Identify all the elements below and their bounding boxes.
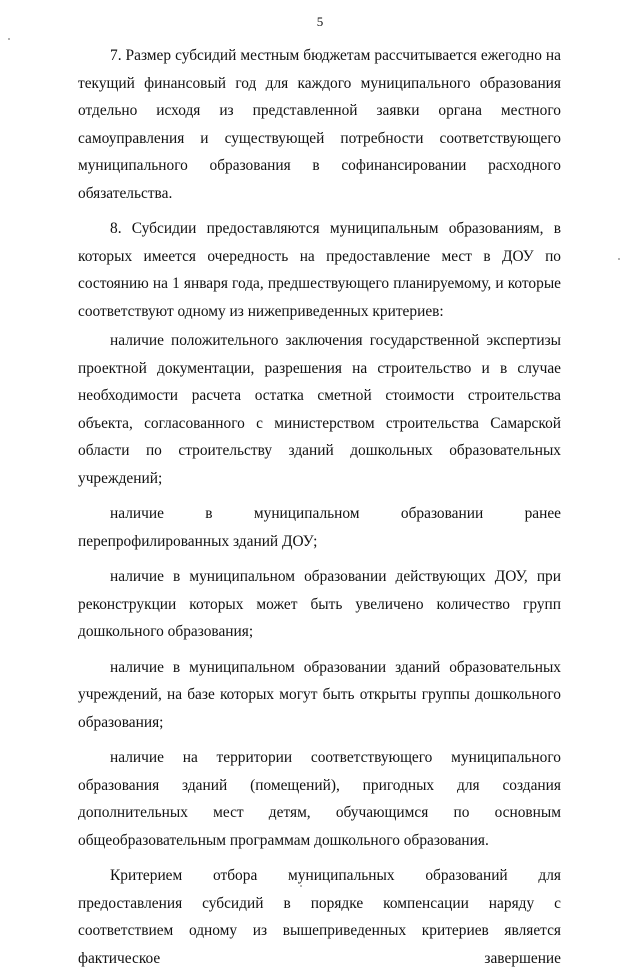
- paragraph-8: 8. Субсидии предоставляются муниципальным образованиям, в которых имеется очередность на предоставление мест в ДОУ по состоянию на 1 января года, предшествующего планируемому, и которые соответствуют одному из нижеприведенных критериев:: [78, 220, 561, 320]
- criterion-4: наличие в муниципальном образовании зданий образовательных учреждений, на базе которых могут быть открыты группы дошкольного образования;: [78, 658, 561, 731]
- scan-speck: [300, 885, 302, 887]
- criterion-5: наличие на территории соответствующего муниципального образования зданий (помещений), пригодных для создания дополнительных мест детям, обучающимся по основным общеобразовательным программам дошкольного образования.: [78, 749, 561, 849]
- document-body: [78, 42, 561, 974]
- scan-speck: [618, 258, 620, 260]
- criterion-2: наличие в муниципальном образовании ранее перепрофилированных зданий ДОУ;: [78, 505, 561, 550]
- page-number: 5: [316, 14, 324, 29]
- criterion-3: наличие в муниципальном образовании действующих ДОУ, при реконструкции которых может быть увеличено количество групп дошкольного образования;: [78, 568, 561, 640]
- scan-speck: [8, 38, 10, 40]
- selection-criterion-paragraph: Критерием отбора муниципальных образований для предоставления субсидий в порядке компенсации наряду с соответствием одному из вышеприведенных критериев является фактическое завершение: [78, 867, 561, 967]
- paragraph-7: 7. Размер субсидий местным бюджетам рассчитывается ежегодно на текущий финансовый год для каждого муниципального образования отдельно исходя из представленной заявки органа местного самоуправления и существующей потребности соответствующего муниципального образования в софинансировании расходного обязательства.: [78, 47, 561, 202]
- criterion-1: наличие положительного заключения государственной экспертизы проектной документации, разрешения на строительство и в случае необходимости расчета остатка сметной стоимости строительства объекта, согласованного с министерством строительства Самарской области по строительству зданий дошкольных образовательных учреждений;: [78, 332, 561, 487]
